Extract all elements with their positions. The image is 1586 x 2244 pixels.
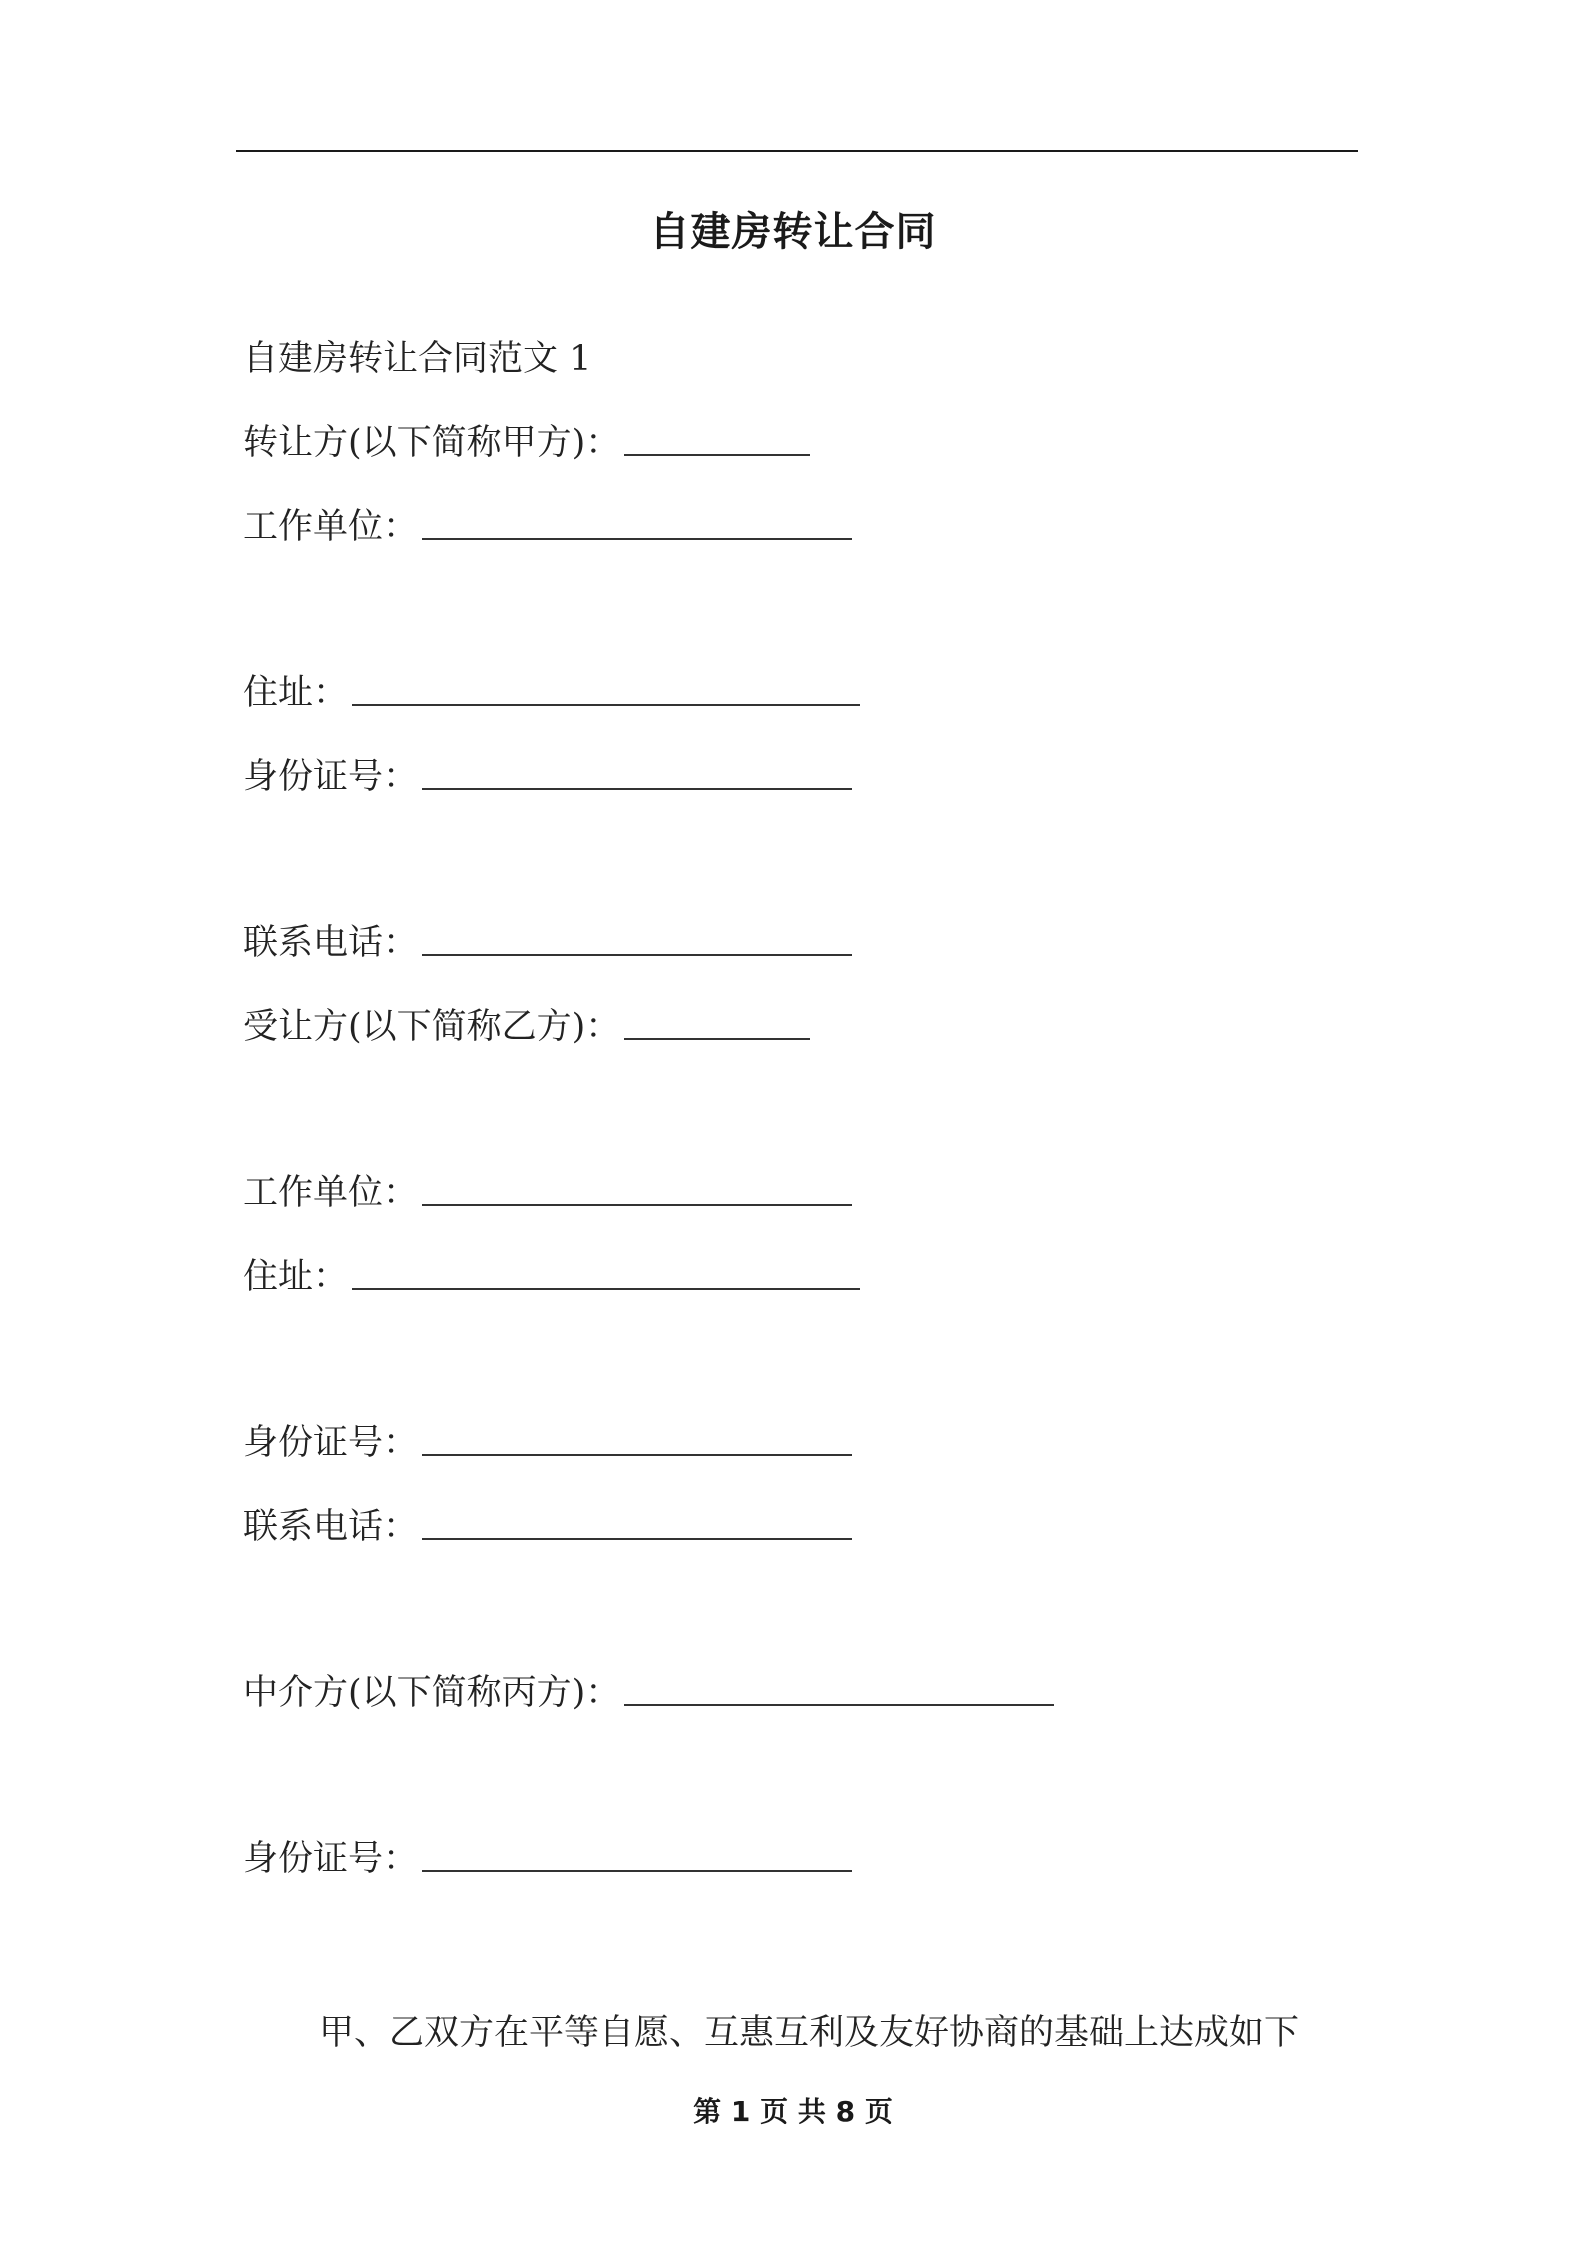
field-label: 身份证号： [243, 1839, 419, 1879]
field-intermediary [243, 1668, 1054, 1718]
field-label: 受让方(以下简称乙方)： [243, 1007, 621, 1047]
field-label: 工作单位： [243, 507, 419, 547]
fill-blank[interactable] [422, 538, 852, 540]
field-transferor-id [243, 752, 852, 802]
field-label: 身份证号： [243, 757, 419, 797]
document-subtitle [243, 334, 591, 384]
fill-blank[interactable] [422, 1454, 852, 1456]
field-label: 工作单位： [243, 1173, 419, 1213]
field-label: 转让方(以下简称甲方)： [243, 423, 621, 463]
field-transferee [243, 1002, 810, 1052]
fill-blank[interactable] [422, 954, 852, 956]
field-transferee-address [243, 1252, 860, 1302]
field-transferor-address [243, 668, 860, 718]
field-transferee-employer [243, 1168, 852, 1218]
fill-blank[interactable] [352, 1288, 860, 1290]
field-label: 住址： [243, 1257, 349, 1297]
field-label: 联系电话： [243, 1507, 419, 1547]
field-transferor [243, 418, 810, 468]
fill-blank[interactable] [624, 1038, 810, 1040]
field-transferee-phone [243, 1502, 852, 1552]
fill-blank[interactable] [422, 788, 852, 790]
field-label: 中介方(以下简称丙方)： [243, 1673, 621, 1713]
page-footer: 第 1 页 共 8 页 [693, 2095, 893, 2128]
fill-blank[interactable] [624, 454, 810, 456]
header-rule [236, 150, 1358, 152]
field-intermediary-id [243, 1834, 852, 1884]
fill-blank[interactable] [422, 1870, 852, 1872]
field-label: 身份证号： [243, 1423, 419, 1463]
fill-blank[interactable] [624, 1704, 1054, 1706]
field-transferee-id [243, 1418, 852, 1468]
document-title: 自建房转让合同 [649, 208, 937, 255]
fill-blank[interactable] [422, 1204, 852, 1206]
fill-blank[interactable] [352, 704, 860, 706]
field-transferor-phone [243, 918, 852, 968]
agreement-paragraph: 甲、乙双方在平等自愿、互惠互利及友好协商的基础上达成如下 [319, 2013, 1300, 2053]
field-label: 联系电话： [243, 923, 419, 963]
subtitle-text: 自建房转让合同范文 1 [243, 339, 592, 379]
field-transferor-employer [243, 502, 852, 552]
fill-blank[interactable] [422, 1538, 852, 1540]
field-label: 住址： [243, 673, 349, 713]
